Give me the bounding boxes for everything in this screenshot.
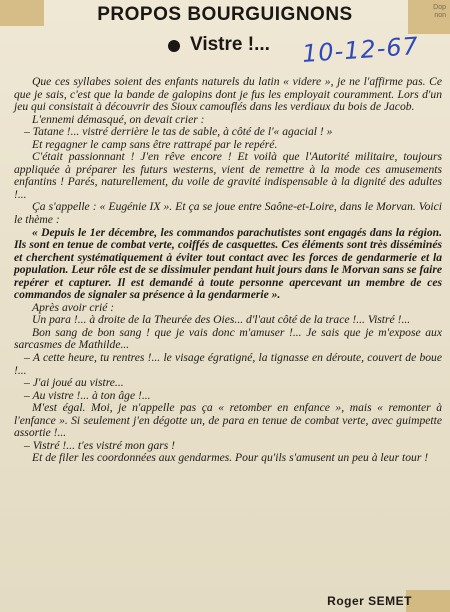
bullet-icon xyxy=(168,40,180,52)
paragraph-16: Et de filer les coordonnées aux gendarmes. Pour qu'ils s'amusent un peu à leur tour ! xyxy=(32,451,429,465)
paragraph-4: Et regagner le camp sans être rattrapé par le repéré. xyxy=(32,137,278,151)
paragraph-8: Après avoir crié : xyxy=(32,300,115,314)
subtitle-row xyxy=(0,31,450,69)
paragraph-9: Un para !... à droite de la Theurée des Oies... d'l'aut côté de la trace !... Vistré !... xyxy=(32,313,411,327)
paragraph-3: – Tatane !... vistré derrière le tas de sable, à côté de l'« agacial ! » xyxy=(24,125,333,139)
paragraph-10: Bon sang de bon sang ! que je vais donc m'amuser !... Je sais que je m'expose aux sarcasmes de Mathilde... xyxy=(14,325,442,352)
paragraph-12: – J'ai joué au vistre... xyxy=(24,376,124,390)
article-title: Vistre !... xyxy=(190,34,270,55)
tape-strip-bottom-right xyxy=(406,590,450,612)
handwritten-date: 10-12-67 xyxy=(301,31,420,69)
paragraph-13: – Au vistre !... à ton âge !... xyxy=(24,388,151,402)
paragraph-11: – A cette heure, tu rentres !... le visage égratigné, la tignasse en déroute, couvert de boue !... xyxy=(14,351,442,377)
paragraph-2: L'ennemi démasqué, on devait crier : xyxy=(32,112,205,126)
paragraph-6: Ça s'appelle : « Eugénie IX ». Et ça se joue entre Saône-et-Loire, dans le Morvan. Voici le thème : xyxy=(14,200,442,227)
paragraph-5: C'était passionnant ! J'en rêve encore ! Et voilà que l'Autorité militaire, toujours appliquée à préparer les futurs westerns, vient de remettre à la mode ces amusements enfantins ! Parés, naturellement, du voile de gravité indispensable à la dignité des adultes !... xyxy=(14,150,442,201)
author-signature: Roger SEMET xyxy=(327,594,412,608)
paragraph-1: Que ces syllabes soient des enfants naturels du latin « videre », je ne l'affirme pas. Ce que je sais, c'est que la bande de galopins dont je fus les employait couramment. Lors d'un jeu qui consistait à découvrir des Sioux camouflés dans les verdiaux du bois de Jacob. xyxy=(14,75,442,114)
paragraph-15: – Vistré !... t'es vistré mon gars ! xyxy=(24,438,176,452)
column-title: PROPOS BOURGUIGNONS xyxy=(97,4,353,25)
tape-text: Dop non xyxy=(433,4,446,19)
article-body xyxy=(14,76,442,465)
paragraph-7-quote: « Depuis le 1er décembre, les commandos parachutistes sont engagés dans la région. Ils sont en tenue de combat verte, coiffés de casquettes. Ces éléments sont très disséminés et cherchent systématiquement à éviter tout contact avec les forces de gendarmerie et la population. Leur rôle est de se dissimuler pendant huit jours dans le Morvan sans se faire repérer et capturer. Il est demandé à toute personne apercevant un membre de ces commandos de signaler sa présence à la gendarmerie ». xyxy=(14,225,442,302)
paragraph-14: M'est égal. Moi, je n'appelle pas ça « retomber en enfance », mais « remonter à l'enfance ». Si seulement j'en dégotte un, de para en tenue de combat verte, avec guimpette assortie !... xyxy=(14,401,442,440)
